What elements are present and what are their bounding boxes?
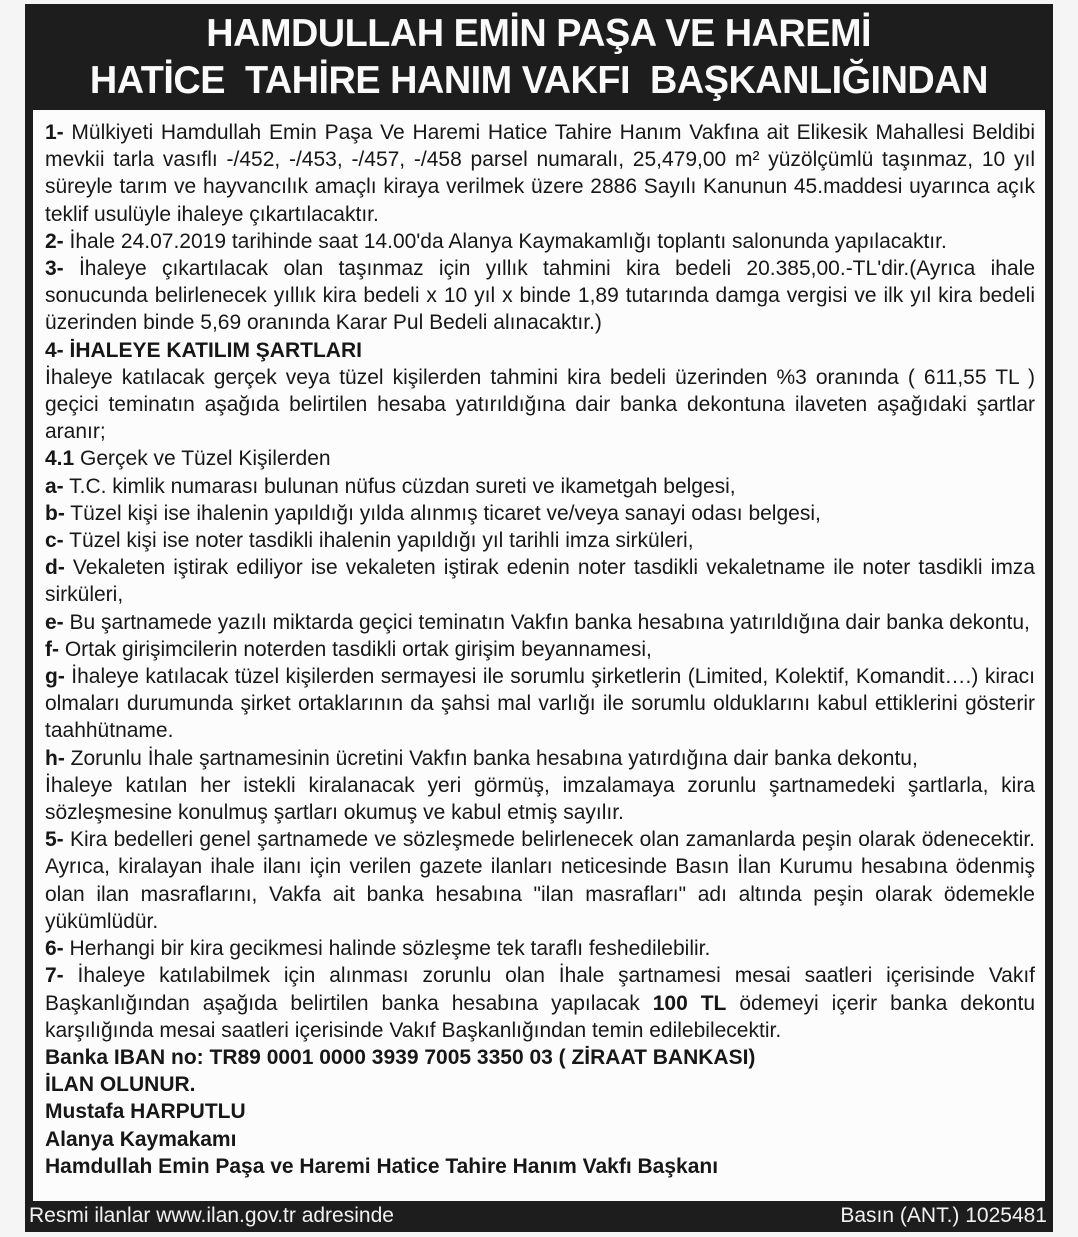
notice-paragraph: 4.1 Gerçek ve Tüzel Kişilerden <box>45 447 331 471</box>
notice-paragraph: İhaleye katılan her istekli kiralanacak yeri görmüş, imzalamaya zorunlu şartnamedeki şartlarla, kira sözleşmesine konulmuş şartları okumuş ve kabul etmiş sayılır. <box>45 773 1035 825</box>
notice-paragraph: h- Zorunlu İhale şartnamesinin ücretini Vakfın banka hesabına yatırdığına dair banka dekontu, <box>45 746 918 770</box>
notice-frame <box>25 4 1053 1232</box>
notice-footer <box>25 1201 1053 1232</box>
notice-paragraph: 6- Herhangi bir kira gecikmesi halinde sözleşme tek taraflı feshedilebilir. <box>45 937 711 961</box>
notice-paragraph: 7- İhaleye katılabilmek için alınması zorunlu olan İhale şartnamesi mesai saatleri içerisinde Vakıf Başkanlığından aşağıda belirtilen banka hesabına yapılacak 100 TL ödemeyi içerir banka dekontu karşılığında mesai saatleri içerisinde Vakıf Başkanlığından temin edilebilecektir. <box>45 964 1035 1042</box>
notice-paragraph: g- İhaleye katılacak tüzel kişilerden sermayesi ile sorumlu şirketlerin (Limited, Kolektif, Komandit….) kiracı olmaları durumunda şirket ortaklarının da şahsi mal varlığı ile sorumlu olduklarını kabul ettiklerini gösterir taahhütname. <box>45 665 1035 743</box>
notice-paragraph: Banka IBAN no: TR89 0001 0000 3939 7005 3350 03 ( ZİRAAT BANKASI) <box>45 1045 756 1069</box>
notice-paragraph: e- Bu şartnamede yazılı miktarda geçici teminatın Vakfın banka hesabına yatırıldığına dair banka dekontu, <box>45 610 1030 634</box>
notice-paragraph: f- Ortak girişimcilerin noterden tasdikli ortak girişim beyannamesi, <box>45 637 652 661</box>
footer-press-number: Basın (ANT.) 1025481 <box>840 1203 1047 1227</box>
notice-paragraph: İhaleye katılacak gerçek veya tüzel kişilerden tahmini kira bedeli üzerinden %3 oranında ( 611,55 TL ) geçici teminatın aşağıda belirtilen hesaba yatırıldığına dair banka dekontuna ilaveten aşağıdaki şartlar aranır; <box>45 365 1035 444</box>
notice-paragraph: İLAN OLUNUR. <box>45 1073 196 1097</box>
notice-paragraph: 5- Kira bedelleri genel şartnamede ve sözleşmede belirlenecek olan zamanlarda peşin olarak ödenecektir. Ayrıca, kiralayan ihale ilanı için verilen gazete ilanları neticesinde Basın İlan Kurumu hesabına ödenmiş olan ilan masraflarını, Vakfa ait banka hesabına "ilan masrafları" adı altında peşin olarak ödemekle yükümlüdür. <box>45 828 1035 933</box>
footer-official-ads-text: Resmi ilanlar www.ilan.gov.tr adresinde <box>29 1203 394 1227</box>
notice-body <box>33 110 1045 1201</box>
notice-paragraph: 3- İhaleye çıkartılacak olan taşınmaz için yıllık tahmini kira bedeli 20.385,00.-TL'dir.(Ayrıca ihale sonucunda belirlenecek yıllık kira bedeli x 10 yıl x binde 1,89 tutarında damga vergisi ve ilk yıl kira bedeli üzerinden binde 5,69 oranında Karar Pul Bedeli alınacaktır.) <box>45 257 1035 335</box>
notice-paragraph: b- Tüzel kişi ise ihalenin yapıldığı yılda alınmış ticaret ve/veya sanayi odası belgesi, <box>45 501 821 525</box>
notice-title-line2: HATİCE TAHİRE HANIM VAKFI BAŞKANLIĞINDAN <box>89 59 989 102</box>
notice-paragraph: 4- İHALEYE KATILIM ŞARTLARI <box>45 338 362 362</box>
notice-paragraph: Alanya Kaymakamı <box>45 1127 237 1151</box>
notice-paragraph: Mustafa HARPUTLU <box>45 1100 246 1124</box>
notice-paragraph: c- Tüzel kişi ise noter tasdikli ihalenin yapıldığı yıl tarihli imza sirküleri, <box>45 529 694 553</box>
notice-paragraph: d- Vekaleten iştirak ediliyor ise vekaleten iştirak edenin noter tasdikli vekaletname ile noter tasdikli imza sirküleri, <box>45 556 1035 607</box>
notice-paragraph: Hamdullah Emin Paşa ve Haremi Hatice Tahire Hanım Vakfı Başkanı <box>45 1154 719 1178</box>
notice-paragraph: 1- Mülkiyeti Hamdullah Emin Paşa Ve Haremi Hatice Tahire Hanım Vakfına ait Elikesik Mahallesi Beldibi mevkii tarla vasıflı -/452, -/453, -/457, -/458 parsel numaralı, 25,479,00 m² yüzölçümlü taşınmaz, 10 yıl süreyle tarım ve hayvancılık amaçlı kiraya verilmek üzere 2886 Sayılı Kanunun 45.maddesi uyarınca açık teklif usulüyle ihaleye çıkartılacaktır. <box>45 121 1035 226</box>
notice-paragraph: 2- İhale 24.07.2019 tarihinde saat 14.00'da Alanya Kaymakamlığı toplantı salonunda yapılacaktır. <box>45 229 947 253</box>
notice-title-line1: HAMDULLAH EMİN PAŞA VE HAREMİ <box>206 12 872 55</box>
notice-paragraph: a- T.C. kimlik numarası bulunan nüfus cüzdan sureti ve ikametgah belgesi, <box>45 474 736 498</box>
notice-header <box>25 4 1053 110</box>
